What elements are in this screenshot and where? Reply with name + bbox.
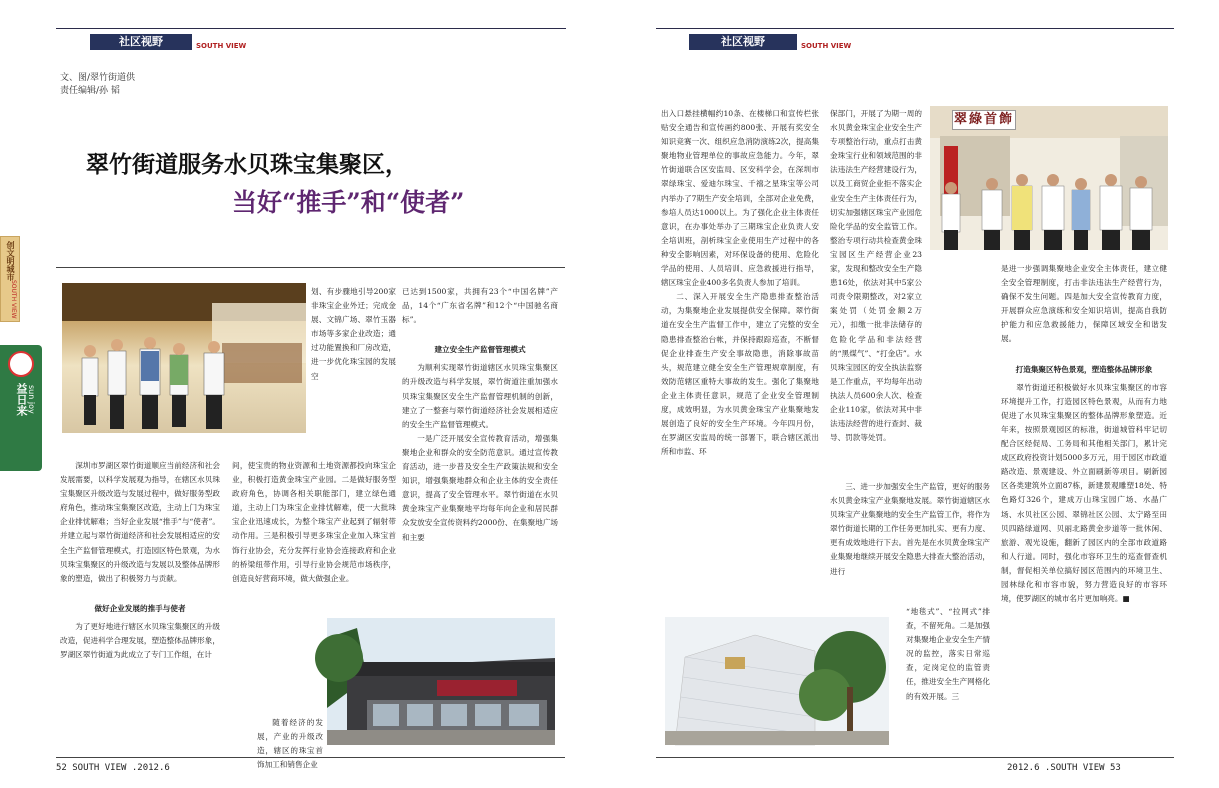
left-page — [0, 0, 609, 788]
left-column-3 — [402, 285, 558, 615]
left-column-2-tail — [257, 716, 323, 770]
bottom-rule — [56, 757, 565, 758]
growth-paragraph: 随着经济的发展，产业的升级改造，辖区的珠宝首饰加工和销售企业 — [257, 718, 323, 770]
section-heading-safety: 建立安全生产监督管理模式 — [434, 345, 526, 355]
right-column-1 — [661, 107, 819, 627]
sunjoy-emblem-icon — [8, 351, 34, 377]
section-tag: 社区视野 — [689, 34, 797, 50]
sunjoy-badge-en: sun joy — [27, 385, 36, 414]
storefront-officials-photo — [930, 106, 1168, 250]
safety-mode-paragraph: 为顺利实现翠竹街道辖区水贝珠宝集聚区的升级改造与科学发展，翠竹街道注重加强水贝珠宝集聚区安全生产监督管理机制的创新，建立了一整套与翠竹街道经济社会发展相适应的安全生产监督管理模式。 — [402, 363, 558, 429]
page-number: 2012.6 .SOUTH VIEW 53 — [1007, 763, 1121, 773]
grid-inspection-paragraph: “地毯式”、“拉网式”排查，不留死角。二是加强对集聚地企业安全生产情况的监控，落实日常巡查，定岗定位的监管责任，推进安全生产网格化的有效开展。三 — [906, 607, 990, 701]
modern-building-illustration — [665, 617, 889, 745]
right-page — [609, 0, 1219, 788]
page-number: 52 SOUTH VIEW .2012.6 — [56, 763, 170, 773]
side-subtitle: SOUTH VIEW — [10, 280, 17, 319]
safety-education-paragraph: 一是广泛开展安全宣传教育活动，增强集聚地企业和群众的安全防范意识。通过宣传教育活动，进一步普及安全生产政策法规和安全知识，增强集聚地群众和企业主体的安全责任意识，提高了安全管理水平。翠竹街道在水贝黄金珠宝产业集聚地平均每年向企业和居民群众发放安全宣传资料约2000份、在集聚地广场和主要 — [402, 433, 559, 542]
jewelry-building-photo — [327, 618, 555, 745]
supervision-paragraph: 三、进一步加强安全生产监管，更好的服务水贝黄金珠宝产业集聚地发展。翠竹街道辖区水贝珠宝产业集聚地的安全生产监管工作，将作为翠竹街道长期的工作任务更加扎实、更有力度、更有成效地进行下去。首先是在水贝黄金珠宝产业集聚地继续开展安全隐患大排查大整治活动，进行 — [830, 482, 990, 576]
store-sign: 翠綠首飾 — [952, 110, 1016, 130]
showroom-visit-illustration — [62, 283, 306, 433]
jewelry-building-illustration — [327, 618, 555, 745]
sunjoy-badge — [0, 345, 42, 471]
side-logo-text: 创文明城市 — [6, 241, 15, 281]
credit-author: 文、图/翠竹街道供 — [60, 73, 136, 83]
right-column-2-mid — [830, 480, 990, 605]
left-column-2-bottom — [232, 459, 396, 617]
section-heading-landscape: 打造集聚区特色景观，塑造整体品牌形象 — [1015, 364, 1153, 374]
section-heading-promoter: 做好企业发展的推手与使者 — [94, 603, 186, 613]
brand-stats-paragraph: 已达到1500家，共拥有23个“中国名牌”产品，14个“广东省名牌”和12个“中国驰名商标”。 — [402, 287, 558, 325]
right-column-3 — [1001, 262, 1167, 749]
article-title-line1: 翠竹街道服务水贝珠宝集聚区， — [86, 151, 408, 178]
top-rule — [56, 28, 566, 29]
top-rule — [656, 28, 1174, 29]
section-subtitle: SOUTH VIEW — [196, 42, 247, 50]
outreach-paragraph: 出入口悬挂横幅约10条、在楼梯口和宣传栏张贴安全通告和宣传画约800张、开展有奖安全知识竞赛一次、组织应急消防演练2次，提高集聚地物业管理单位的事故应急能力。今年，翠竹街道联合区安监局、区安科学会，在深圳市翠绿珠宝、爱迪尔珠宝、千禧之星珠宝等公司内举办了7期生产安全培训，全部对企业免费，参培人员达1000以上。为了强化企业主体责任意识，在办事处举办了三期珠宝企业负责人安全培训班，剖析珠宝企业使用生产过程中的各种安全影响因素，对环保设备的使用、危险化学品的使用、人员培训、应急救援进行指导，辖区珠宝企业400多名负责人参加了培训。 — [661, 109, 819, 288]
bottom-rule — [656, 757, 1174, 758]
enforcement-paragraph-part1: 保部门，开展了为期一周的水贝黄金珠宝企业安全生产专项整治行动，重点打击黄金珠宝行业和领域范围的非法违法生产经营建设行为，以及工商贸企业拒不落实企业安全生产主体责任行为，切实加强辖区珠宝产业园危险化学品的安全监管工作。整治专项行动共检查黄金珠宝园区生产经营企业23家，发现和整改安全生产隐患16处，依法对其中5家公司责令限期整改，对2家立案处罚（处罚金额2万元），扣缴一批非法储存的危险化学品和非法经营的“黑煤气”、“打金店”。水贝珠宝园区的安全执法监察是工作重点，平均每年出动执法人员600余人次、检查企业110家，依法对其中非法违法经营的进行查封、裁导、罚款等处罚。 — [830, 109, 922, 443]
modern-building-photo — [665, 617, 889, 745]
hazard-inspection-paragraph: 二、深入开展安全生产隐患排查整治活动，为集聚地企业发展提供安全保障。翠竹街道在安全生产监督工作中，建立了完整的安全隐患排查整治台帐，并保持跟踪巡查，不断督促企业排查生产安全事故隐患，消除事故苗头，规范建立健全安全生产管理规章制度，有效防范辖区重特大事故的发生。强化了集聚地企业主体责任意识，规范了企业安全管理制度，成效明显，为水贝黄金珠宝产业集聚地发展创造了良好的安全生产环境。今年四月份，在罗湖区安监局的统一部署下，联合辖区派出所和市监、环 — [661, 292, 819, 457]
sunjoy-badge-text: 益日来 — [15, 383, 28, 416]
relocation-paragraph: 划、有步骤地引导200家非珠宝企业外迁；完成金展、文锦广场、翠竹玉器市场等多家企业改造；通过功能置换和厂房改造，进一步优化珠宝园的发展空 — [311, 287, 396, 381]
right-column-2-tail — [906, 605, 990, 745]
title-divider — [56, 267, 565, 268]
left-column-2-top — [311, 285, 396, 460]
responsibility-paragraph: 是进一步强调集聚地企业安全主体责任，建立健全安全管理制度，打击非法违法生产经营行为，确保不发生问题。四是加大安全宣传教育力度，开展群众应急演练和安全知识培训，提高自我防护能力和应急救援能力，保障区域安全和谐发展。 — [1001, 264, 1167, 344]
section-subtitle: SOUTH VIEW — [801, 42, 852, 50]
right-column-2-top — [830, 107, 922, 443]
credit-editor: 责任编辑/孙 韬 — [60, 86, 120, 96]
showroom-visit-photo — [62, 283, 306, 433]
landscape-paragraph: 翠竹街道还积极做好水贝珠宝集聚区的市容环境提升工作，打造园区特色景观，从而有力地促进了水贝珠宝集聚区的整体品牌形象塑造。近年来，按照景观园区的标准，街道城管科牢记切配合区经促局、工务局和其他相关部门，累计完成区政府投资计划5000多万元，用于园区市政道路改造、景观建设、外立面刷新等项目。刷新园区各类建筑外立面87栋，新建景观雕塑18处、特色路灯326个，建成万山珠宝园广场、水晶广场、水贝社区公园、翠锦社区公园、太宁路至田贝四路绿道网、贝丽北路黄金步道等一批休闲、旅游、观光设施，翻新了园区内的全部市政道路和人行道。同时，强化市容环卫生的巡查督查机制，督促相关单位搞好园区范围内的环境卫生、园林绿化和市容市貌，努力营造良好的市容环境，使罗湖区的城市名片更加响亮。■ — [1001, 382, 1167, 604]
promoter-paragraph: 为了更好地进行辖区水贝珠宝集聚区的升级改造，促进科学合理发展，塑造整体品牌形象，罗湖区翠竹街道为此成立了专门工作组，在计 — [60, 621, 220, 660]
left-column-1 — [60, 459, 220, 749]
service-paragraph: 间，使宝贵的物业资源和土地资源都投向珠宝企业，积极打造黄金珠宝产业园。二是做好服务型政府角色，协调各相关职能部门，建立绿色通道，主动上门为珠宝企业排忧解难，使一大批珠宝企业迅速成长，为整个珠宝产业起到了辐射带动作用。三是积极引导更多珠宝企业加入珠宝首饰行业协会，充分发挥行业协会连接政府和企业的桥梁纽带作用，引导行业协会规范市场秩序，创造良好营商环境，做大做强企业。 — [232, 461, 396, 583]
intro-paragraph: 深圳市罗湖区翠竹街道顺应当前经济和社会发展需要，以科学发展观为指导，在辖区水贝珠宝集聚区升级改造与发展过程中，做好服务型政府角色，推动珠宝集聚区改造，主动上门为珠宝企业排忧解难；当好企业发展“推手”与“使者”。并建立起与翠竹街道经济和社会发展相适应的安全生产监督管理模式，打造园区特色景观，为水贝珠宝集聚区的升级改造与发展以及整体品牌形象的塑造，做出了积极努力与贡献。 — [60, 461, 220, 583]
article-title-line2: 当好“推手”和“使者” — [232, 188, 465, 217]
section-tag: 社区视野 — [90, 34, 192, 50]
